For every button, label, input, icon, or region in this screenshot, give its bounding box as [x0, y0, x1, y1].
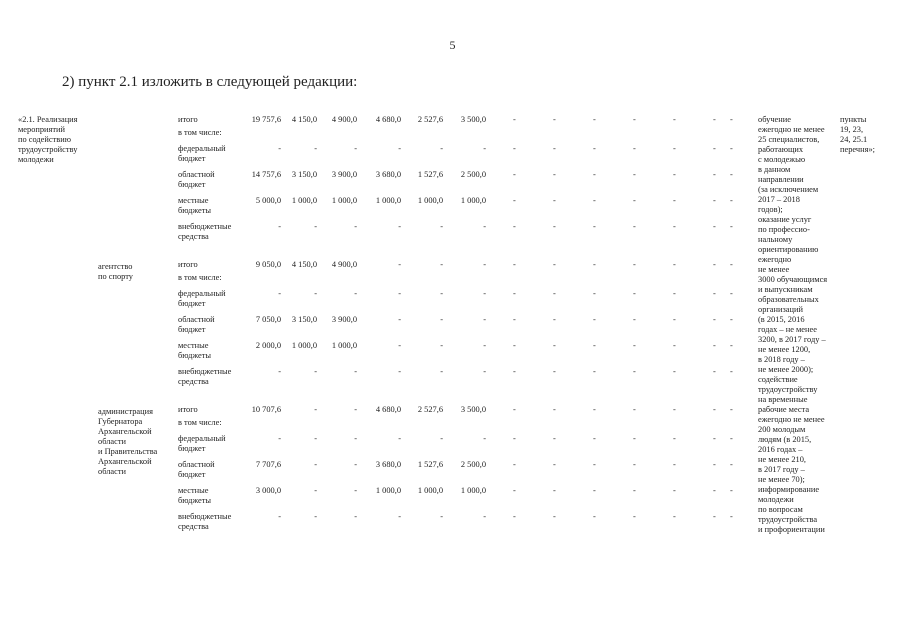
cell-value: -	[354, 405, 357, 414]
cell-dash: -	[553, 367, 556, 376]
cell-value: 1 000,0	[460, 486, 486, 495]
cell-dash: -	[593, 367, 596, 376]
cell-dash: -	[713, 144, 716, 153]
cell-dash: -	[673, 144, 676, 153]
cell-dash: -	[673, 222, 676, 231]
cell-value: -	[483, 434, 486, 443]
cell-value: 4 150,0	[291, 115, 317, 124]
cell-value: -	[398, 434, 401, 443]
cell-value: -	[440, 434, 443, 443]
cell-dash: -	[553, 170, 556, 179]
cell-dash: -	[593, 144, 596, 153]
row-label: внебюджетные средства	[178, 512, 232, 531]
cell-dash: -	[553, 115, 556, 124]
cell-value: -	[278, 367, 281, 376]
cell-value: 4 900,0	[331, 115, 357, 124]
row-label: внебюджетные средства	[178, 367, 232, 386]
executor-name: администрация Губернатора Архангельской области и Правительства Архангельской области	[98, 407, 158, 476]
cell-value: -	[354, 144, 357, 153]
cell-value: 2 000,0	[255, 341, 281, 350]
cell-value: -	[483, 341, 486, 350]
cell-value: 9 050,0	[255, 260, 281, 269]
row-label: в том числе:	[178, 273, 222, 282]
row-label: итого	[178, 115, 198, 124]
cell-dash: -	[513, 512, 516, 521]
cell-value: -	[398, 260, 401, 269]
cell-value: 14 757,6	[251, 170, 281, 179]
cell-value: -	[398, 367, 401, 376]
cell-value: -	[354, 512, 357, 521]
cell-dash: -	[593, 260, 596, 269]
cell-dash: -	[593, 341, 596, 350]
cell-value: 2 500,0	[460, 170, 486, 179]
cell-dash: -	[713, 196, 716, 205]
row-label: итого	[178, 405, 198, 414]
cell-value: 3 900,0	[331, 315, 357, 324]
cell-value: -	[398, 289, 401, 298]
cell-dash: -	[730, 367, 733, 376]
cell-value: 7 707,6	[255, 460, 281, 469]
cell-value: -	[483, 367, 486, 376]
cell-value: -	[354, 486, 357, 495]
cell-value: 1 527,6	[417, 460, 443, 469]
cell-dash: -	[673, 486, 676, 495]
cell-dash: -	[553, 434, 556, 443]
cell-value: 4 150,0	[291, 260, 317, 269]
cell-value: -	[278, 144, 281, 153]
cell-value: 1 000,0	[417, 486, 443, 495]
cell-dash: -	[553, 486, 556, 495]
cell-dash: -	[713, 460, 716, 469]
cell-dash: -	[553, 144, 556, 153]
cell-dash: -	[593, 115, 596, 124]
executor-name: агентство по спорту	[98, 262, 133, 281]
cell-value: 3 150,0	[291, 315, 317, 324]
cell-value: 2 527,6	[417, 405, 443, 414]
cell-dash: -	[713, 315, 716, 324]
cell-value: -	[314, 289, 317, 298]
cell-dash: -	[713, 341, 716, 350]
reference-text: пункты 19, 23, 24, 25.1 перечня»;	[840, 115, 875, 154]
cell-value: -	[483, 315, 486, 324]
cell-dash: -	[513, 460, 516, 469]
cell-value: -	[398, 144, 401, 153]
cell-value: 10 707,6	[251, 405, 281, 414]
cell-dash: -	[673, 405, 676, 414]
cell-dash: -	[673, 315, 676, 324]
cell-value: 3 500,0	[460, 115, 486, 124]
cell-value: 2 500,0	[460, 460, 486, 469]
cell-dash: -	[553, 196, 556, 205]
row-label: областной бюджет	[178, 170, 215, 189]
cell-dash: -	[633, 144, 636, 153]
cell-dash: -	[673, 434, 676, 443]
cell-value: 3 680,0	[375, 170, 401, 179]
cell-dash: -	[633, 341, 636, 350]
cell-dash: -	[633, 170, 636, 179]
row-label: местные бюджеты	[178, 341, 212, 360]
cell-dash: -	[513, 115, 516, 124]
cell-value: -	[278, 512, 281, 521]
cell-dash: -	[513, 260, 516, 269]
cell-dash: -	[633, 367, 636, 376]
cell-dash: -	[553, 315, 556, 324]
cell-dash: -	[730, 260, 733, 269]
cell-dash: -	[593, 222, 596, 231]
cell-dash: -	[553, 341, 556, 350]
cell-dash: -	[553, 289, 556, 298]
cell-dash: -	[713, 289, 716, 298]
cell-dash: -	[633, 405, 636, 414]
cell-dash: -	[513, 196, 516, 205]
cell-value: -	[354, 289, 357, 298]
cell-value: -	[354, 434, 357, 443]
cell-value: 1 000,0	[375, 486, 401, 495]
cell-dash: -	[730, 460, 733, 469]
cell-value: -	[440, 367, 443, 376]
cell-dash: -	[513, 222, 516, 231]
cell-dash: -	[633, 289, 636, 298]
cell-dash: -	[633, 196, 636, 205]
row-label: в том числе:	[178, 418, 222, 427]
cell-value: -	[314, 512, 317, 521]
cell-dash: -	[730, 512, 733, 521]
cell-value: -	[483, 222, 486, 231]
cell-dash: -	[713, 486, 716, 495]
cell-value: -	[278, 434, 281, 443]
cell-dash: -	[593, 170, 596, 179]
cell-value: -	[398, 222, 401, 231]
cell-dash: -	[673, 115, 676, 124]
cell-dash: -	[633, 434, 636, 443]
cell-value: -	[314, 367, 317, 376]
cell-dash: -	[593, 405, 596, 414]
cell-value: -	[483, 289, 486, 298]
cell-dash: -	[713, 170, 716, 179]
page-number: 5	[449, 38, 456, 52]
row-label: итого	[178, 260, 198, 269]
cell-dash: -	[673, 196, 676, 205]
cell-dash: -	[553, 260, 556, 269]
cell-value: 1 000,0	[291, 341, 317, 350]
cell-value: 4 680,0	[375, 115, 401, 124]
cell-dash: -	[713, 367, 716, 376]
cell-value: 2 527,6	[417, 115, 443, 124]
cell-dash: -	[593, 460, 596, 469]
cell-value: -	[314, 222, 317, 231]
cell-dash: -	[713, 512, 716, 521]
cell-value: -	[278, 289, 281, 298]
cell-value: 1 527,6	[417, 170, 443, 179]
cell-value: 1 000,0	[291, 196, 317, 205]
cell-value: 1 000,0	[375, 196, 401, 205]
item-title: «2.1. Реализация мероприятий по содействию трудоустройству молодежи	[18, 115, 78, 164]
cell-value: 4 900,0	[331, 260, 357, 269]
cell-dash: -	[633, 260, 636, 269]
cell-value: -	[354, 460, 357, 469]
cell-value: 3 150,0	[291, 170, 317, 179]
cell-dash: -	[730, 144, 733, 153]
cell-dash: -	[513, 486, 516, 495]
cell-dash: -	[730, 115, 733, 124]
row-label: областной бюджет	[178, 315, 215, 334]
cell-value: -	[314, 486, 317, 495]
row-label: федеральный бюджет	[178, 434, 226, 453]
cell-value: 1 000,0	[331, 196, 357, 205]
cell-dash: -	[633, 460, 636, 469]
cell-dash: -	[673, 512, 676, 521]
cell-dash: -	[633, 512, 636, 521]
cell-value: 19 757,6	[251, 115, 281, 124]
cell-dash: -	[730, 315, 733, 324]
cell-value: 4 680,0	[375, 405, 401, 414]
cell-value: -	[440, 315, 443, 324]
cell-value: -	[483, 144, 486, 153]
cell-value: -	[354, 222, 357, 231]
cell-dash: -	[513, 405, 516, 414]
cell-dash: -	[593, 486, 596, 495]
row-label: местные бюджеты	[178, 486, 212, 505]
cell-dash: -	[673, 289, 676, 298]
cell-dash: -	[633, 115, 636, 124]
cell-value: 3 500,0	[460, 405, 486, 414]
cell-dash: -	[673, 260, 676, 269]
cell-value: -	[440, 341, 443, 350]
cell-value: -	[354, 367, 357, 376]
amendment-heading: 2) пункт 2.1 изложить в следующей редакции:	[62, 74, 358, 90]
cell-dash: -	[730, 341, 733, 350]
cell-dash: -	[593, 315, 596, 324]
cell-dash: -	[713, 115, 716, 124]
cell-value: -	[398, 315, 401, 324]
cell-dash: -	[593, 512, 596, 521]
cell-dash: -	[673, 367, 676, 376]
cell-dash: -	[513, 434, 516, 443]
cell-value: 3 680,0	[375, 460, 401, 469]
cell-value: 1 000,0	[331, 341, 357, 350]
cell-dash: -	[513, 289, 516, 298]
cell-dash: -	[730, 222, 733, 231]
cell-value: 1 000,0	[460, 196, 486, 205]
cell-value: -	[314, 460, 317, 469]
cell-dash: -	[713, 405, 716, 414]
cell-dash: -	[593, 289, 596, 298]
cell-value: 3 900,0	[331, 170, 357, 179]
cell-dash: -	[713, 434, 716, 443]
cell-dash: -	[673, 170, 676, 179]
cell-value: -	[483, 512, 486, 521]
cell-dash: -	[730, 434, 733, 443]
cell-dash: -	[713, 222, 716, 231]
cell-dash: -	[633, 222, 636, 231]
cell-value: -	[440, 144, 443, 153]
cell-dash: -	[553, 222, 556, 231]
cell-value: 3 000,0	[255, 486, 281, 495]
cell-dash: -	[713, 260, 716, 269]
cell-dash: -	[513, 341, 516, 350]
cell-dash: -	[673, 460, 676, 469]
row-label: в том числе:	[178, 128, 222, 137]
cell-dash: -	[593, 196, 596, 205]
row-label: внебюджетные средства	[178, 222, 232, 241]
cell-value: 7 050,0	[255, 315, 281, 324]
cell-dash: -	[513, 144, 516, 153]
cell-dash: -	[553, 405, 556, 414]
cell-dash: -	[513, 315, 516, 324]
expected-results: обучение ежегодно не менее 25 специалистов, работающих с молодежью в данном направлении (за исключением 2017 – 2018 годов); оказание услуг по профессио- нальному ориентированию ежегодно не менее 3000 обучающимся и выпускникам образовательных организаций (в 2015, 2016 годах – не менее 3200, в 2017 году – не менее 1200, в 2018 году – не менее 2000); содействие трудоустройству на временные рабочие места ежегодно не менее 200 молодым людям (в 2015, 2016 годах – не менее 210, в 2017 году – не менее 70); информирование молодежи по вопросам трудоустройства и профориентации	[758, 115, 828, 534]
cell-dash: -	[730, 486, 733, 495]
cell-dash: -	[673, 341, 676, 350]
cell-dash: -	[633, 486, 636, 495]
row-label: федеральный бюджет	[178, 289, 226, 308]
cell-value: -	[483, 260, 486, 269]
cell-dash: -	[730, 289, 733, 298]
cell-value: -	[440, 289, 443, 298]
cell-dash: -	[513, 367, 516, 376]
cell-value: -	[440, 260, 443, 269]
cell-value: 1 000,0	[417, 196, 443, 205]
row-label: местные бюджеты	[178, 196, 212, 215]
cell-value: 5 000,0	[255, 196, 281, 205]
cell-value: -	[314, 434, 317, 443]
cell-dash: -	[730, 405, 733, 414]
cell-dash: -	[633, 315, 636, 324]
cell-dash: -	[730, 170, 733, 179]
row-label: федеральный бюджет	[178, 144, 226, 163]
cell-value: -	[440, 222, 443, 231]
cell-dash: -	[553, 460, 556, 469]
cell-dash: -	[593, 434, 596, 443]
cell-value: -	[398, 512, 401, 521]
row-label: областной бюджет	[178, 460, 215, 479]
cell-dash: -	[513, 170, 516, 179]
cell-value: -	[314, 144, 317, 153]
cell-value: -	[398, 341, 401, 350]
cell-dash: -	[553, 512, 556, 521]
cell-value: -	[314, 405, 317, 414]
cell-value: -	[440, 512, 443, 521]
cell-dash: -	[730, 196, 733, 205]
cell-value: -	[278, 222, 281, 231]
